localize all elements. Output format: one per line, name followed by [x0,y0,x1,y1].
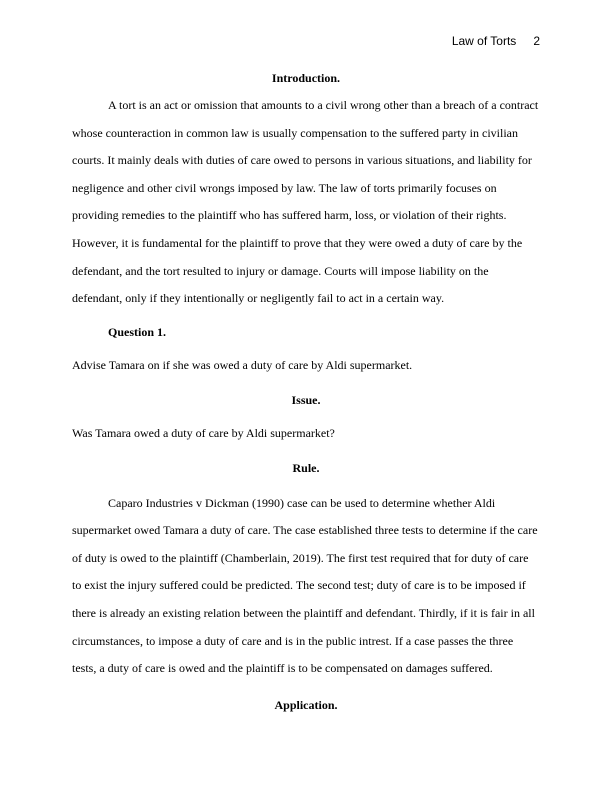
document-body [72,64,540,719]
question1-text: Advise Tamara on if she was owed a duty of care by Aldi supermarket. [72,358,413,373]
page-number: 2 [533,34,540,48]
introduction-paragraph: A tort is an act or omission that amounts to a civil wrong other than a breach of a contract whose counteraction in common law is usually compensation to the suffered party in civilian courts. It mainly deals with duties of care owed to persons in various situations, and liability for negligence and other civil wrongs imposed by law. The law of torts primarily focuses on providing remedies to the plaintiff who has suffered harm, loss, or violation of their rights. However, it is fundamental for the plaintiff to prove that they were owed a duty of care by the defendant, and the tort resulted to injury or damage. Courts will impose liability on the defendant, only if they intentionally or negligently fail to act in a certain way. [72,98,539,306]
issue-heading: Issue. [291,392,321,407]
running-header [452,34,540,48]
header-title: Law of Torts [451,34,517,48]
question1-heading: Question 1. [108,324,167,339]
application-heading: Application. [274,697,338,712]
introduction-heading: Introduction. [271,71,341,85]
rule-paragraph: Caparo Industries v Dickman (1990) case can be used to determine whether Aldi supermarket owed Tamara a duty of care. The case established three tests to determine if the care of duty is owed to the plaintiff (Chamberlain, 2019). The first test required that for duty of care to exist the injury suffered could be predicted. The second test; duty of care is to be imposed if there is already an existing relation between the plaintiff and defendant. Thirdly, if it is fair in all circumstances, to impose a duty of care and is in the public intrest. If a case passes the three tests, a duty of care is owed and the plaintiff is to be compensated on damages suffered. [72,495,538,676]
rule-heading: Rule. [292,460,320,475]
issue-text: Was Tamara owed a duty of care by Aldi supermarket? [72,425,335,440]
